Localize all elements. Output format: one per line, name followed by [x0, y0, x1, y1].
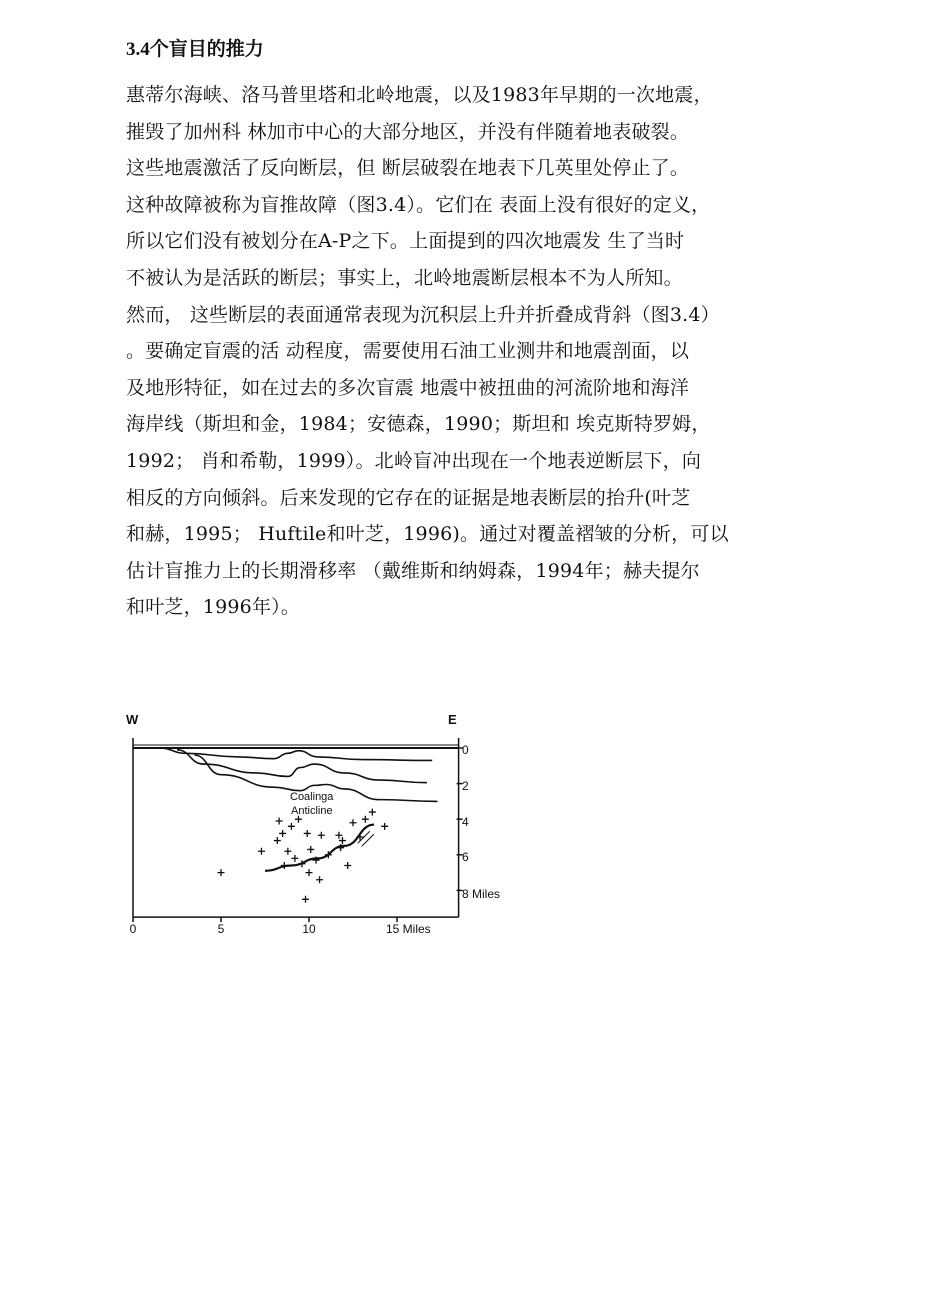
hypocenter-point-5 — [381, 823, 388, 830]
x-tick-label-5: 5 — [217, 922, 225, 936]
body-line-8: 。要确定盲震的活 动程度，需要使用石油工业测井和地震剖面，以 — [126, 340, 690, 363]
hypocenter-point-20 — [218, 869, 225, 876]
body-line-10: 海岸线（斯坦和金，1984；安德森，1990；斯坦和 埃克斯特罗姆， — [126, 413, 711, 436]
hypocenter-point-22 — [344, 862, 351, 869]
hypocenter-point-21 — [316, 876, 323, 883]
depth-tick-label-2: 2 — [462, 779, 469, 793]
depth-tick-labels — [462, 743, 500, 901]
x-tick-label-0: 0 — [129, 922, 137, 936]
hypocenter-point-11 — [318, 832, 325, 839]
hypocenter-point-2 — [350, 819, 357, 826]
hypocenter-point-1 — [335, 832, 342, 839]
hypocenter-point-4 — [369, 809, 376, 816]
hypocenter-point-10 — [304, 830, 311, 837]
hypocenter-point-3 — [362, 816, 369, 823]
hypocenter-point-9 — [279, 830, 286, 837]
body-line-1: 惠蒂尔海峡、洛马普里塔和北岭地震，以及1983年早期的一次地震， — [126, 84, 713, 106]
body-line-7: 然而， 这些断层的表面通常表现为沉积层上升并折叠成背斜（图3.4） — [126, 303, 720, 326]
hypocenter-point-25 — [306, 869, 313, 876]
body-line-13: 和赫，1995； Huftile和叶芝，1996)。通过对覆盖褶皱的分析，可以 — [126, 523, 729, 546]
hypocenter-point-7 — [288, 823, 295, 830]
hypocenter-point-28 — [302, 896, 309, 903]
hypocenter-point-17 — [291, 855, 298, 862]
anticline-label-1: Coalinga — [290, 791, 334, 803]
body-line-2: 摧毁了加州科 林加市中心的大部分地区，并没有伴随着地表破裂。 — [126, 120, 690, 143]
figure-3-4 — [118, 706, 518, 946]
body-line-14: 估计盲推力上的长期滑移率 （戴维斯和纳姆森，1994年；赫夫提尔 — [126, 559, 700, 582]
hypocenter-point-27 — [274, 837, 281, 844]
hypocenter-point-15 — [284, 848, 291, 855]
depth-tick-label-8: 8 Miles — [462, 887, 501, 901]
body-line-9: 及地形特征，如在过去的多次盲震 地震中被扭曲的河流阶地和海洋 — [126, 376, 690, 399]
x-tick-labels — [130, 922, 431, 936]
hypocenter-point-6 — [276, 817, 283, 824]
chart-marks — [133, 738, 463, 922]
blind-thrust-fault — [265, 825, 374, 871]
x-tick-label-10: 10 — [302, 922, 316, 936]
depth-tick-label-6: 6 — [462, 850, 469, 864]
body-line-3: 这些地震激活了反向断层，但 断层破裂在地表下几英里处停止了。 — [126, 157, 690, 180]
body-line-12: 相反的方向倾斜。后来发现的它存在的证据是地表断层的抬升(叶芝 — [126, 486, 691, 509]
anticline-label-2: Anticline — [291, 805, 333, 817]
section-heading: 3.4个盲目的推力 — [126, 39, 264, 60]
body-line-5: 所以它们没有被划分在A-P之下。上面提到的四次地震发 生了当时 — [126, 230, 685, 253]
sediment-layer-1 — [159, 748, 432, 760]
east-label: E — [448, 712, 457, 727]
body-line-4: 这种故障被称为盲推故障（图3.4）。它们在 表面上没有很好的定义， — [126, 193, 711, 216]
body-line-11: 1992； 肖和希勒，1999）。北岭盲冲出现在一个地表逆断层下，向 — [126, 450, 702, 472]
depth-tick-label-0: 0 — [462, 743, 469, 757]
hypocenter-point-14 — [307, 846, 314, 853]
west-label: W — [126, 712, 139, 727]
x-tick-label-15: 15 Miles — [386, 922, 431, 936]
body-line-6: 不被认为是活跃的断层；事实上，北岭地震断层根本不为人所知。 — [126, 267, 683, 289]
hypocenter-point-16 — [258, 848, 265, 855]
cross-section-chart — [118, 706, 518, 946]
body-line-15: 和叶芝，1996年）。 — [126, 596, 301, 619]
hypocenter-point-13 — [357, 834, 364, 841]
fault-slip-arrow-2 — [362, 834, 374, 846]
depth-tick-label-4: 4 — [462, 815, 469, 829]
hypocenter-point-12 — [339, 837, 346, 844]
